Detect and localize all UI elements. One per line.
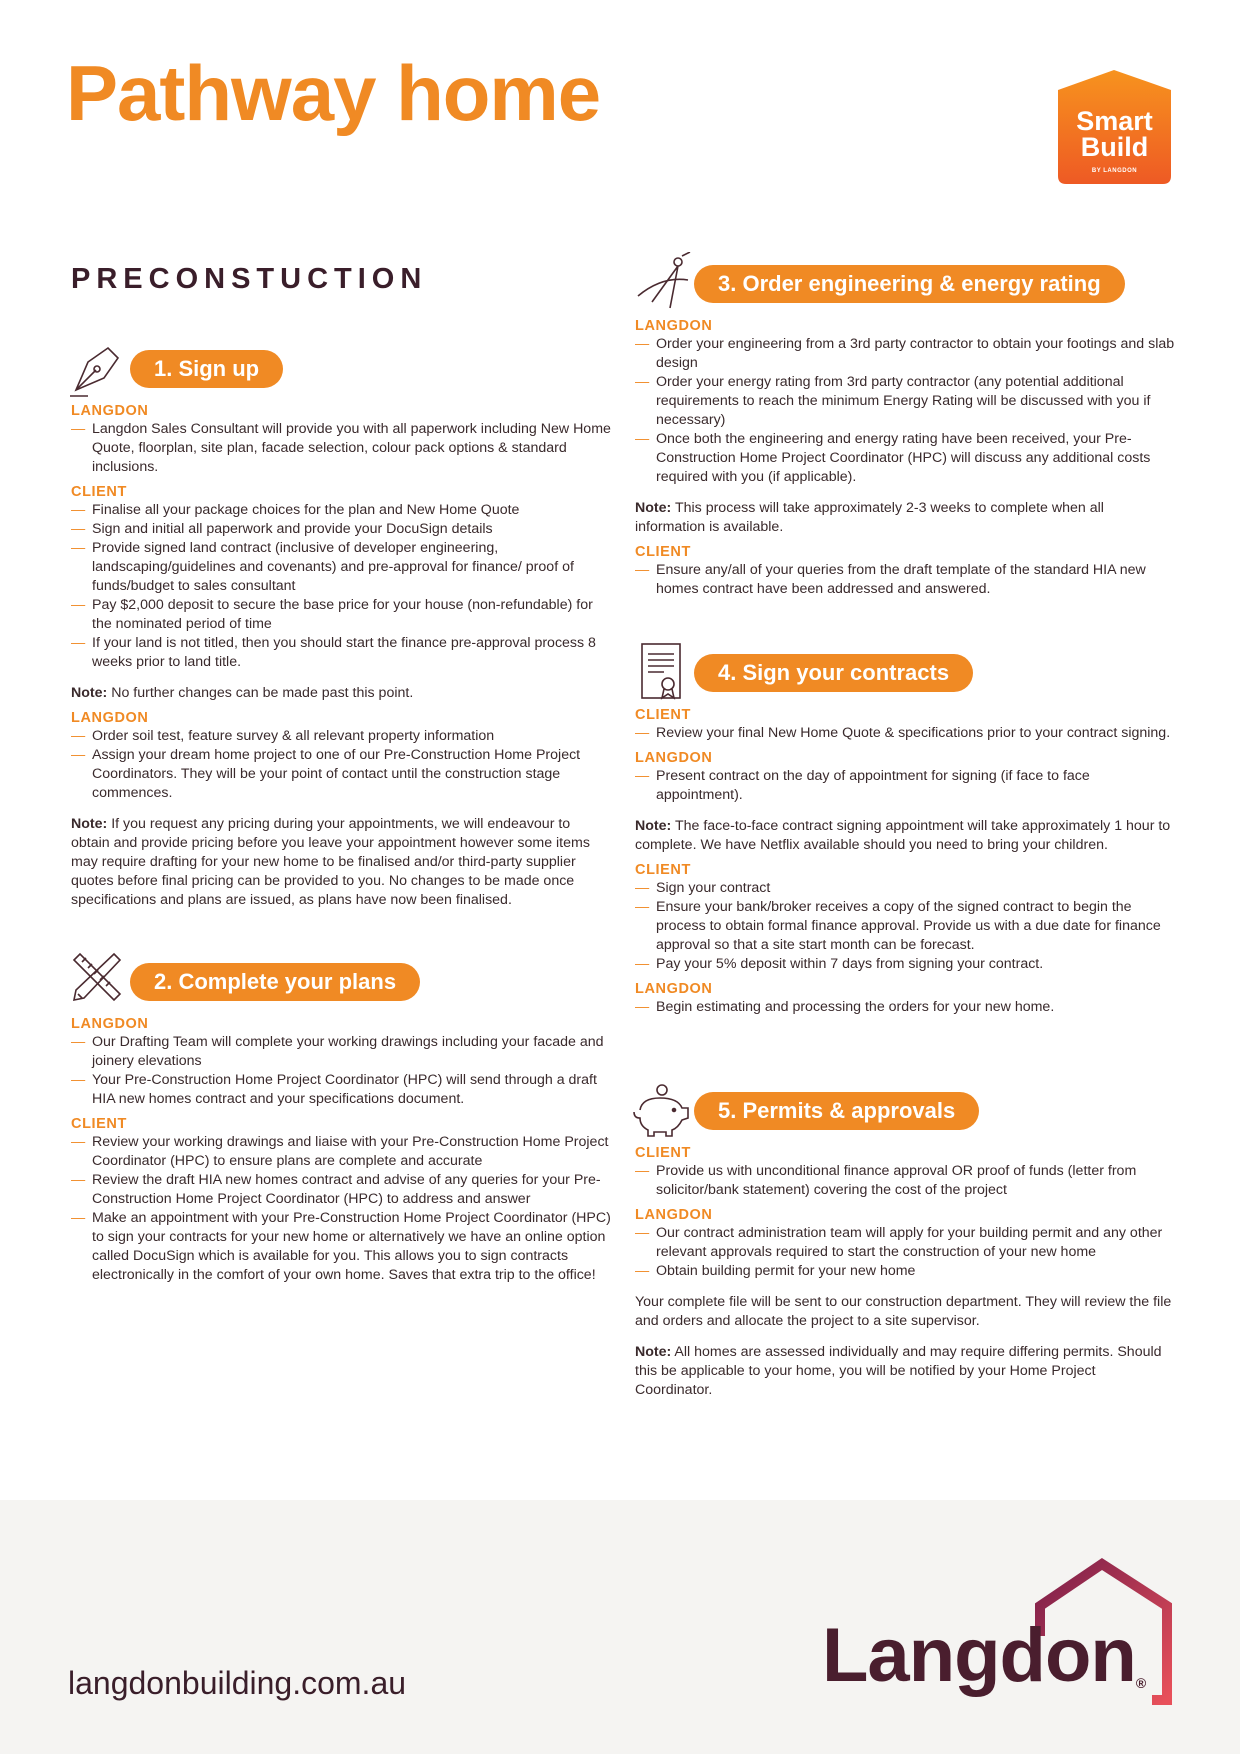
compass-icon bbox=[634, 252, 692, 310]
group-label: CLIENT bbox=[635, 1145, 691, 1161]
group-label: LANGDON bbox=[71, 1016, 149, 1032]
group-label: LANGDON bbox=[635, 750, 713, 766]
step3-body bbox=[635, 311, 1175, 599]
logo-line3: BY LANGDON bbox=[1091, 168, 1138, 174]
list-item: — Ensure your bank/broker receives a copy of the signed contract to begin the process to obtain formal finance approval. Provide us with a due date for finance approval so that a site start month can be forecast. bbox=[635, 898, 1175, 955]
list-item: — Review your final New Home Quote & specifications prior to your contract signing. bbox=[635, 724, 1175, 743]
step5-body bbox=[635, 1138, 1175, 1404]
group-label: CLIENT bbox=[71, 484, 127, 500]
group-label: LANGDON bbox=[71, 403, 149, 419]
note: Note: If you request any pricing during your appointments, we will endeavour to obtain and provide pricing before you leave your appointment however some items may require drafting for your new home to be finalised and/or third-party supplier quotes before final pricing can be provided to you. No changes to be made once specifications and plans are issued, as plans have now been finalised. bbox=[71, 816, 590, 908]
group-label: LANGDON bbox=[635, 981, 713, 997]
paragraph: Your complete file will be sent to our construction department. They will review the file and orders and allocate the project to a site supervisor. bbox=[635, 1294, 1172, 1329]
list-item: — Langdon Sales Consultant will provide you with all paperwork including New Home Quote, floorplan, site plan, facade selection, colour pack options & standard inclusions. bbox=[71, 420, 611, 477]
list-item: — Begin estimating and processing the orders for your new home. bbox=[635, 998, 1175, 1017]
langdon-logo bbox=[822, 1558, 1182, 1708]
list-item: — Present contract on the day of appointment for signing (if face to face appointment). bbox=[635, 767, 1175, 805]
group-label: CLIENT bbox=[635, 707, 691, 723]
step4-title: 4. Sign your contracts bbox=[694, 654, 973, 692]
pencil-ruler-icon bbox=[68, 948, 126, 1006]
list-item: — Our Drafting Team will complete your working drawings including your facade and joinery elevations bbox=[71, 1033, 611, 1071]
step1-body bbox=[71, 396, 611, 914]
note: Note: This process will take approximately 2-3 weeks to complete when all information is available. bbox=[635, 500, 1104, 535]
logo-line2: Build bbox=[1080, 132, 1149, 162]
group-label: LANGDON bbox=[71, 710, 149, 726]
list-item: — Sign and initial all paperwork and provide your DocuSign details bbox=[71, 520, 611, 539]
group-label: LANGDON bbox=[635, 318, 713, 334]
list-item: — Order your energy rating from 3rd party contractor (any potential additional requirements to reach the minimum Energy Rating will be discussed with you if necessary) bbox=[635, 373, 1175, 430]
list-item: — Ensure any/all of your queries from the draft template of the standard HIA new homes contract have been addressed and answered. bbox=[635, 561, 1175, 599]
step2-body bbox=[71, 1009, 611, 1285]
section-heading: PRECONSTUCTION bbox=[71, 263, 428, 295]
step5-title: 5. Permits & approvals bbox=[694, 1092, 979, 1130]
fountain-pen-icon bbox=[68, 340, 126, 398]
list-item: — Your Pre-Construction Home Project Coordinator (HPC) will send through a draft HIA new homes contract and your specifications document. bbox=[71, 1071, 611, 1109]
step4-body bbox=[635, 700, 1175, 1017]
list-item: — Pay $2,000 deposit to secure the base price for your house (non-refundable) for the nominated period of time bbox=[71, 596, 611, 634]
step1-title: 1. Sign up bbox=[130, 350, 283, 388]
piggy-bank-icon bbox=[632, 1082, 690, 1140]
step3-title: 3. Order engineering & energy rating bbox=[694, 265, 1125, 303]
list-item: — Order your engineering from a 3rd party contractor to obtain your footings and slab design bbox=[635, 335, 1175, 373]
list-item: — Make an appointment with your Pre-Construction Home Project Coordinator (HPC) to sign your contracts for your new home or alternatively we have an online option called DocuSign which is available for you. This allows you to sign contracts electronically in the comfort of your own home. Saves that extra trip to the office! bbox=[71, 1209, 611, 1285]
list-item: — Provide us with unconditional finance approval OR proof of funds (letter from solicitor/bank statement) covering the cost of the project bbox=[635, 1162, 1175, 1200]
website-link[interactable]: langdonbuilding.com.au bbox=[68, 1665, 407, 1701]
list-item: — If your land is not titled, then you should start the finance pre-approval process 8 weeks prior to land title. bbox=[71, 634, 611, 672]
group-label: CLIENT bbox=[635, 544, 691, 560]
list-item: — Review the draft HIA new homes contract and advise of any queries for your Pre-Construction Home Project Coordinator (HPC) to address and answer bbox=[71, 1171, 611, 1209]
smartbuild-logo bbox=[1058, 70, 1171, 184]
note: Note: The face-to-face contract signing appointment will take approximately 1 hour to complete. We have Netflix available should you need to bring your children. bbox=[635, 818, 1171, 853]
note: Note: All homes are assessed individually and may require differing permits. Should this be applicable to your home, you will be notified by your Home Project Coordinator. bbox=[635, 1344, 1162, 1398]
page-title: Pathway home bbox=[66, 49, 601, 137]
list-item: — Provide signed land contract (inclusive of developer engineering, landscaping/guidelines and covenants) and pre-approval for finance/ proof of funds/budget to sales consultant bbox=[71, 539, 611, 596]
contract-document-icon bbox=[634, 642, 692, 700]
logo-line1: Smart bbox=[1076, 106, 1153, 136]
step2-title: 2. Complete your plans bbox=[130, 963, 420, 1001]
list-item: — Pay your 5% deposit within 7 days from signing your contract. bbox=[635, 955, 1175, 974]
list-item: — Once both the engineering and energy rating have been received, your Pre-Construction Home Project Coordinator (HPC) will discuss any additional costs required with you (if applicable). bbox=[635, 430, 1175, 487]
list-item: — Obtain building permit for your new home bbox=[635, 1262, 1175, 1281]
list-item: — Our contract administration team will apply for your building permit and any other relevant approvals required to start the construction of your new home bbox=[635, 1224, 1175, 1262]
logo-text: Langdon® bbox=[822, 1613, 1146, 1698]
list-item: — Assign your dream home project to one of our Pre-Construction Home Project Coordinators. They will be your point of contact until the construction stage commences. bbox=[71, 746, 611, 803]
note: Note: No further changes can be made past this point. bbox=[71, 685, 414, 701]
list-item: — Finalise all your package choices for the plan and New Home Quote bbox=[71, 501, 611, 520]
group-label: CLIENT bbox=[635, 862, 691, 878]
group-label: CLIENT bbox=[71, 1116, 127, 1132]
group-label: LANGDON bbox=[635, 1207, 713, 1223]
list-item: — Review your working drawings and liaise with your Pre-Construction Home Project Coordinator (HPC) to ensure plans are complete and accurate bbox=[71, 1133, 611, 1171]
list-item: — Order soil test, feature survey & all relevant property information bbox=[71, 727, 611, 746]
list-item: — Sign your contract bbox=[635, 879, 1175, 898]
